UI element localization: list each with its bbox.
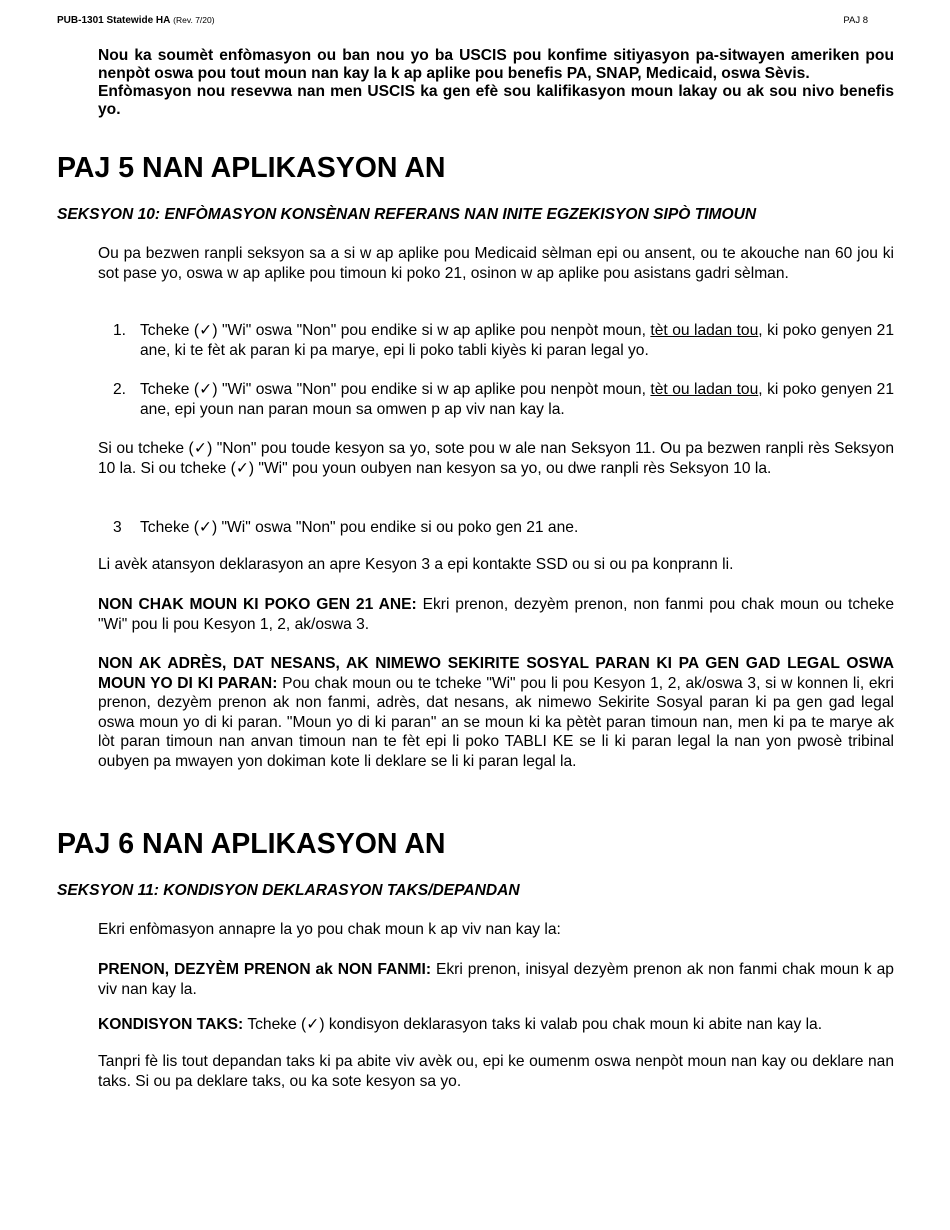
question-2-text-end: , ki poko genyen 21 ane, epi youn nan paran moun sa omwen p ap viv nan kay la. — [140, 381, 895, 418]
page5-title: PAJ 5 NAN APLIKASYON AN — [57, 152, 446, 184]
form-id: PUB-1301 Statewide HA — [57, 15, 171, 26]
household-names-text: Ekri prenon, inisyal dezyèm prenon ak non fanmi chak moun k ap viv nan kay la. — [98, 961, 894, 998]
question-2 — [113, 380, 894, 419]
question-3-number: 3 — [113, 519, 122, 536]
section11-title: SEKSYON 11: KONDISYON DEKLARASYON TAKS/DEPANDAN — [57, 882, 520, 899]
page-header — [57, 15, 868, 29]
question-2-text — [140, 380, 894, 419]
uscis-notice-line1: Nou ka soumèt enfòmasyon ou ban nou yo ba USCIS pou konfime sitiyasyon pa-sitwayen ameriken pou nenpòt oswa pou tout moun nan kay la k ap aplike pou benefis PA, SNAP, Medicaid, oswa Sèvis. — [98, 47, 894, 82]
tax-status — [98, 1015, 894, 1035]
tax-status-label: KONDISYON TAKS: — [98, 1016, 244, 1033]
household-names — [98, 960, 894, 999]
section11-intro: Ekri enfòmasyon annapre la yo pou chak moun k ap viv nan kay la: — [98, 921, 561, 938]
skip-instructions: Si ou tcheke (✓) "Non" pou toude kesyon sa yo, sote pou w ale nan Seksyon 11. Ou pa bezwen ranpli rès Seksyon 10 la. Si ou tcheke (✓) "Wi" pou youn oubyen nan kesyon sa yo, ou dwe ranpli rès Seksyon 10 la. — [98, 440, 894, 477]
parent-info-label: NON AK ADRÈS, DAT NESANS, AK NIMEWO SEKIRITE SOSYAL PARAN KI PA GEN GAD LEGAL OSWA MOUN YO DI KI PARAN: — [98, 655, 894, 692]
question-1-text-end: , ki poko genyen 21 ane, ki te fèt ak paran ki pa marye, epi li poko tabli kiyès ki paran legal yo. — [140, 322, 895, 359]
tax-dependents-note: Tanpri fè lis tout depandan taks ki pa abite viv avèk ou, epi ke oumenm oswa nenpòt moun nan kay ou deklare nan taks. Si ou pa deklare taks, ou ka sote kesyon sa yo. — [98, 1053, 894, 1090]
question-2-text-start: Tcheke (✓) "Wi" oswa "Non" pou endike si w ap aplike pou nenpòt moun, — [140, 381, 651, 398]
parent-info — [98, 654, 894, 772]
question-1-number: 1. — [113, 322, 127, 339]
question-2-number: 2. — [113, 381, 127, 398]
question-1-text-start: Tcheke (✓) "Wi" oswa "Non" pou endike si w ap aplike pou nenpòt moun, — [140, 322, 651, 339]
question-1-text — [140, 321, 894, 360]
page-number: PAJ 8 — [843, 15, 868, 26]
form-revision: (Rev. 7/20) — [173, 15, 215, 25]
underlined-phrase: tèt ou ladan tou — [650, 322, 759, 339]
section10-intro: Ou pa bezwen ranpli seksyon sa a si w ap aplike pou Medicaid sèlman epi ou ansent, ou te akouche nan 60 jou ki sot pase yo, oswa w ap aplike pou timoun ki poko 21, osinon w ap aplike pou asistans gadri sèlman. — [98, 245, 894, 282]
parent-info-text: Pou chak moun ou te tcheke "Wi" pou li pou Kesyon 1, 2, ak/oswa 3, si w konnen li, ekri prenon, dezyèm prenon ak non fanmi, adrès, dat nesans, ak nimewo Sekirite Sosyal paran ki pa gen gad legal oswa moun yo di ki paran. "Moun yo di ki paran" an se moun ki ka pètèt paran timoun nan, men ki pa te marye ak lòt paran timoun nan anvan timoun nan te fèt epi li poko TABLI KE se li ki paran legal la nan yon pwosè tribinal oubyen pa mwayen yon dokiman kote li deklare se li ki paran legal la. — [98, 674, 895, 770]
section10-title: SEKSYON 10: ENFÒMASYON KONSÈNAN REFERANS NAN INITE EGZEKISYON SIPÒ TIMOUN — [57, 206, 757, 223]
household-names-label: PRENON, DEZYÈM PRENON ak NON FANMI: — [98, 961, 432, 978]
question-1 — [113, 321, 894, 360]
question-3 — [113, 518, 894, 538]
uscis-notice — [98, 47, 894, 119]
question-3-text: Tcheke (✓) "Wi" oswa "Non" pou endike si ou poko gen 21 ane. — [140, 519, 579, 536]
names-under-21-label: NON CHAK MOUN KI POKO GEN 21 ANE: — [98, 596, 417, 613]
page6-title: PAJ 6 NAN APLIKASYON AN — [57, 828, 446, 860]
names-under-21-text: Ekri prenon, dezyèm prenon, non fanmi pou chak moun ou tcheke "Wi" pou li pou Kesyon 1, 2, ak/oswa 3. — [98, 596, 894, 633]
read-statement-note: Li avèk atansyon deklarasyon an apre Kesyon 3 a epi kontakte SSD ou si ou pa konprann li. — [98, 556, 734, 573]
tax-status-text: Tcheke (✓) kondisyon deklarasyon taks ki valab pou chak moun ki abite nan kay la. — [243, 1016, 823, 1033]
uscis-notice-line2: Enfòmasyon nou resevwa nan men USCIS ka gen efè sou kalifikasyon moun lakay ou ak sou nivo benefis yo. — [98, 83, 894, 118]
names-under-21 — [98, 595, 894, 634]
underlined-phrase: tèt ou ladan tou — [650, 381, 759, 398]
